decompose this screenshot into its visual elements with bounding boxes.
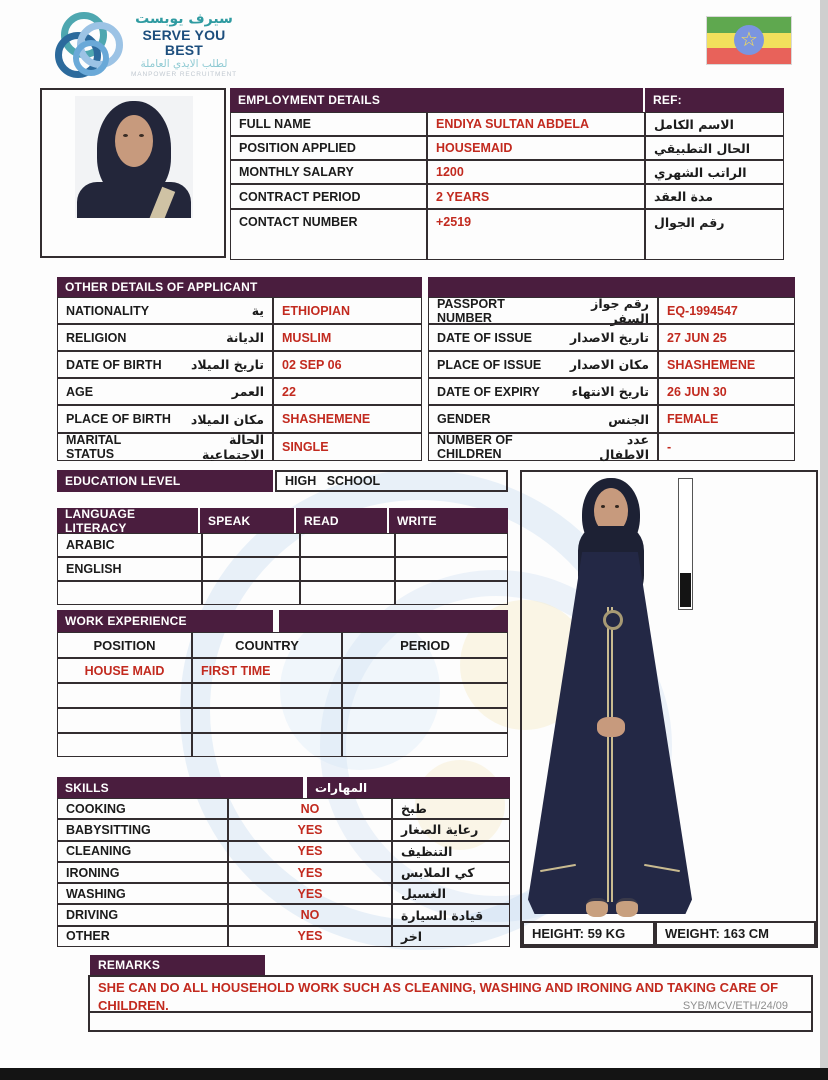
religion-value: MUSLIM xyxy=(273,324,422,351)
nationality-label xyxy=(57,297,273,324)
measuring-stick xyxy=(678,478,693,610)
logo-subtitle-arabic: لطلب الايدي العاملة xyxy=(140,58,228,71)
position-column-header: POSITION xyxy=(57,632,192,658)
other-details-header: OTHER DETAILS OF APPLICANT xyxy=(57,277,422,297)
work-experience-table xyxy=(57,610,508,757)
monthly-salary-label-ar: الراتب الشهري xyxy=(645,160,784,184)
other-details-table xyxy=(57,277,795,461)
work-experience-header: WORK EXPERIENCE xyxy=(57,610,273,632)
gender-value: FEMALE xyxy=(658,405,795,433)
age-label-ar: العمر xyxy=(231,384,264,399)
work-row-position: HOUSE MAID xyxy=(57,658,192,683)
position-applied-value: HOUSEMAID xyxy=(427,136,645,160)
skill-washing-value: YES xyxy=(228,883,392,904)
marital-status-label-ar: الحالة الاجتماعية xyxy=(202,432,264,462)
work-empty-cell xyxy=(192,683,342,708)
language-empty-speak-cell xyxy=(202,581,300,605)
religion-label-ar: الديانة xyxy=(226,330,264,345)
country-column-header: COUNTRY xyxy=(192,632,342,658)
language-english-write-cell xyxy=(395,557,508,581)
age-label-en: AGE xyxy=(66,384,94,399)
skill-babysitting-label: BABYSITTING xyxy=(57,819,228,840)
date-of-issue-label-en: DATE OF ISSUE xyxy=(437,330,532,345)
date-of-issue-label-ar: تاريخ الاصدار xyxy=(569,330,649,345)
abaya-buckle xyxy=(603,610,623,630)
language-arabic-write-cell xyxy=(395,533,508,557)
passport-number-value: EQ-1994547 xyxy=(658,297,795,324)
gender-label xyxy=(428,405,658,433)
language-literacy-table xyxy=(57,508,508,605)
portrait-photo-area xyxy=(75,96,193,218)
gender-label-en: GENDER xyxy=(437,412,491,426)
nationality-label-en: NATIONALITY xyxy=(66,303,150,318)
date-of-birth-value: 02 SEP 06 xyxy=(273,351,422,378)
skill-ironing-label: IRONING xyxy=(57,862,228,883)
gender-label-ar: الجنس xyxy=(608,411,649,427)
skill-washing-label: WASHING xyxy=(57,883,228,904)
skills-header: SKILLS xyxy=(57,777,303,798)
contract-period-label-ar: مدة العقد xyxy=(645,184,784,209)
scan-edge-bottom xyxy=(0,1068,828,1080)
full-name-label: FULL NAME xyxy=(230,112,427,136)
age-value: 22 xyxy=(273,378,422,405)
contact-number-label-ar: رقم الجوال xyxy=(645,209,784,260)
skill-washing-label-ar: الغسيل xyxy=(392,883,510,904)
skill-other-label-ar: اخر xyxy=(392,926,510,947)
applicant-portrait-photo xyxy=(40,88,226,258)
number-of-children-label xyxy=(428,433,658,461)
work-empty-cell xyxy=(342,708,508,733)
date-of-expiry-value: 26 JUN 30 xyxy=(658,378,795,405)
skill-cleaning-label: CLEANING xyxy=(57,841,228,862)
remarks-text: SHE CAN DO ALL HOUSEHOLD WORK SUCH AS CLEANING, WASHING AND IRONING AND TAKING CARE OF CHILDREN. xyxy=(98,980,779,1013)
date-of-expiry-label xyxy=(428,378,658,405)
passport-number-label-en: PASSPORT NUMBER xyxy=(437,296,505,325)
nationality-value: ETHIOPIAN xyxy=(273,297,422,324)
flag-star-emblem: ☆ xyxy=(734,25,764,55)
skill-driving-label: DRIVING xyxy=(57,904,228,925)
marital-status-value: SINGLE xyxy=(273,433,422,461)
agency-logo-icon xyxy=(55,12,119,76)
skill-cooking-label: COOKING xyxy=(57,798,228,819)
logo-title-english: SERVE YOU BEST xyxy=(142,26,226,59)
date-of-birth-label xyxy=(57,351,273,378)
language-empty-label xyxy=(57,581,202,605)
height-value: HEIGHT: 59 KG xyxy=(522,921,655,946)
date-of-issue-label xyxy=(428,324,658,351)
nationality-label-ar: ية xyxy=(251,303,264,318)
place-of-issue-label xyxy=(428,351,658,378)
marital-status-label xyxy=(57,433,273,461)
contact-number-label: CONTACT NUMBER xyxy=(230,209,427,260)
skill-cooking-value: NO xyxy=(228,798,392,819)
place-of-issue-label-ar: مكان الاصدار xyxy=(569,357,649,372)
skills-table xyxy=(57,777,510,947)
ref-header: REF: xyxy=(645,88,784,112)
skill-ironing-label-ar: كي الملابس xyxy=(392,862,510,883)
full-name-label-ar: الاسم الكامل xyxy=(645,112,784,136)
skill-cleaning-label-ar: التنظيف xyxy=(392,841,510,862)
work-empty-cell xyxy=(57,733,192,757)
date-of-birth-label-en: DATE OF BIRTH xyxy=(66,357,162,372)
skill-babysitting-label-ar: رعاية الصغار xyxy=(392,819,510,840)
education-level-value: HIGH SCHOOL xyxy=(275,470,508,492)
language-literacy-header: LANGUAGE LITERACY xyxy=(57,508,200,533)
education-level-label: EDUCATION LEVEL xyxy=(57,470,273,492)
language-arabic-speak-cell xyxy=(202,533,300,557)
document-ref-code: SYB/MCV/ETH/24/09 xyxy=(682,1000,788,1012)
place-of-birth-label xyxy=(57,405,273,433)
contact-number-value: +2519 xyxy=(427,209,645,260)
other-details-header-right xyxy=(428,277,795,297)
employment-details-table xyxy=(230,88,784,260)
write-header: WRITE xyxy=(389,508,508,533)
work-empty-cell xyxy=(192,708,342,733)
work-row-period xyxy=(342,658,508,683)
number-of-children-label-en: NUMBER OF CHILDREN xyxy=(437,433,513,461)
passport-number-label-ar: رقم جواز السفر xyxy=(591,295,649,326)
work-empty-cell xyxy=(192,733,342,757)
employment-details-header: EMPLOYMENT DETAILS xyxy=(230,88,643,112)
figure-hands xyxy=(597,717,625,737)
ethiopia-flag-icon xyxy=(706,16,792,65)
date-of-expiry-label-en: DATE OF EXPIRY xyxy=(437,384,540,399)
marital-status-label-en: MARITAL STATUS xyxy=(66,433,122,461)
height-weight-row xyxy=(522,921,816,946)
place-of-birth-label-ar: مكان الميلاد xyxy=(190,411,264,427)
read-header: READ xyxy=(296,508,389,533)
place-of-issue-value: SHASHEMENE xyxy=(658,351,795,378)
work-empty-cell xyxy=(342,683,508,708)
language-arabic-label: ARABIC xyxy=(57,533,202,557)
education-level-row xyxy=(57,470,508,492)
language-english-speak-cell xyxy=(202,557,300,581)
skill-other-value: YES xyxy=(228,926,392,947)
age-label xyxy=(57,378,273,405)
place-of-birth-value: SHASHEMENE xyxy=(273,405,422,433)
skill-other-label: OTHER xyxy=(57,926,228,947)
language-empty-write-cell xyxy=(395,581,508,605)
speak-header: SPEAK xyxy=(200,508,296,533)
remarks-header: REMARKS xyxy=(90,955,265,975)
religion-label-en: RELIGION xyxy=(66,330,127,345)
date-of-birth-label-ar: تاريخ الميلاد xyxy=(190,357,264,372)
work-empty-cell xyxy=(342,733,508,757)
work-empty-cell xyxy=(57,708,192,733)
work-row-country: FIRST TIME xyxy=(192,658,342,683)
language-english-read-cell xyxy=(300,557,395,581)
skill-ironing-value: YES xyxy=(228,862,392,883)
language-empty-read-cell xyxy=(300,581,395,605)
number-of-children-value: - xyxy=(658,433,795,461)
contract-period-label: CONTRACT PERIOD xyxy=(230,184,427,209)
figure-foot-left xyxy=(586,898,608,917)
place-of-issue-label-en: PLACE OF ISSUE xyxy=(437,357,542,372)
position-applied-label-ar: الحال التطبيقي xyxy=(645,136,784,160)
scan-edge-right xyxy=(820,0,828,1080)
religion-label xyxy=(57,324,273,351)
skill-driving-label-ar: قيادة السيارة xyxy=(392,904,510,925)
figure-foot-right xyxy=(616,898,638,917)
skills-header-arabic: المهارات xyxy=(307,777,510,798)
logo-subtitle-english: MANPOWER RECRUITMENT xyxy=(130,70,238,78)
number-of-children-label-ar: عدد الاطفال xyxy=(599,432,649,462)
monthly-salary-label: MONTHLY SALARY xyxy=(230,160,427,184)
skill-cleaning-value: YES xyxy=(228,841,392,862)
language-arabic-read-cell xyxy=(300,533,395,557)
period-column-header: PERIOD xyxy=(342,632,508,658)
date-of-issue-value: 27 JUN 25 xyxy=(658,324,795,351)
logo-title-arabic: سيرف يوبست xyxy=(135,11,233,27)
skill-cooking-label-ar: طبخ xyxy=(392,798,510,819)
date-of-expiry-label-ar: تاريخ الانتهاء xyxy=(571,384,649,399)
weight-value: WEIGHT: 163 CM xyxy=(655,921,816,946)
work-empty-cell xyxy=(57,683,192,708)
position-applied-label: POSITION APPLIED xyxy=(230,136,427,160)
contract-period-value: 2 YEARS xyxy=(427,184,645,209)
remarks-empty-row xyxy=(88,1013,813,1032)
full-name-value: ENDIYA SULTAN ABDELA xyxy=(427,112,645,136)
work-experience-header-right xyxy=(279,610,508,632)
full-body-photo-area xyxy=(522,472,816,921)
place-of-birth-label-en: PLACE OF BIRTH xyxy=(66,412,171,426)
monthly-salary-value: 1200 xyxy=(427,160,645,184)
passport-number-label xyxy=(428,297,658,324)
applicant-full-body-photo xyxy=(520,470,818,948)
agency-logo xyxy=(55,12,255,78)
language-english-label: ENGLISH xyxy=(57,557,202,581)
abaya-gold-trim xyxy=(607,607,613,902)
skill-babysitting-value: YES xyxy=(228,819,392,840)
skill-driving-value: NO xyxy=(228,904,392,925)
